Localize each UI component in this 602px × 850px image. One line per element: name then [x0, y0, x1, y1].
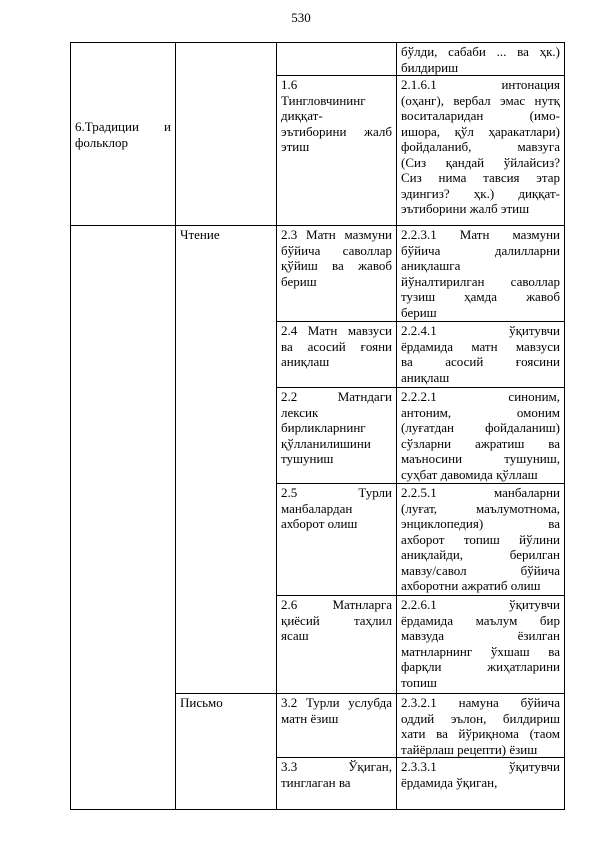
cell-text-line: бўлди, сабаби ... ва ҳк.) [401, 44, 560, 59]
cell-text-line: 2.2.4.1 ўқитувчи [401, 323, 560, 338]
cell-text-line: аниқлаш [401, 369, 450, 385]
cell-text-line: 2.2.5.1 манбаларни [401, 485, 560, 500]
table-row [71, 226, 565, 322]
cell-text-line: қиёсий таҳлил [281, 612, 392, 628]
cell-text-line: бўйича далилларни [401, 242, 560, 258]
cell-text-line: 6.Традиции и [75, 119, 171, 134]
cell-text-line: фойдаланиб, мавзуга [401, 139, 560, 154]
cell-text-line: 2.5 Турли [281, 485, 392, 500]
cell-text-line: эдингиз? ҳк.) диққат- [401, 185, 560, 201]
cell-text-line: тинглаган ва [281, 774, 351, 790]
cell-text-line: аниқлаш [281, 354, 330, 369]
cell-text-line: бериш [281, 273, 317, 289]
cell-text-line: этиш [281, 139, 310, 154]
cell-text-line: суҳбат давомида қўллаш [401, 466, 538, 482]
cell-text-line: тушуниш [281, 451, 334, 466]
cell-text-line: бирликларнинг [281, 420, 366, 435]
activity-cell [176, 43, 277, 226]
cell-text-line: манбалардан [281, 500, 353, 516]
cell-text-line: 2.3.3.1 ўқитувчи [401, 759, 560, 774]
page-number: 530 [291, 10, 311, 25]
cell-text-line: ёрдамида маълум бир [401, 612, 560, 628]
cell-text-line: Сиз нима тавсия этар [401, 170, 560, 185]
cell-text-line: ахборот олиш [281, 516, 358, 531]
activity-cell: Письмо [176, 694, 277, 810]
cell-text-line: Тингловчининг [281, 92, 366, 108]
cell-text-line: 3.2 Турли услубда [281, 695, 392, 710]
cell-text-line: тузиш ҳамда жавоб [401, 289, 560, 304]
cell-text-line: лексик [281, 404, 319, 420]
cell-text-line: билдириш [401, 59, 459, 75]
cell-text-line: 2.6 Матнларга [281, 597, 392, 612]
description-cell [397, 388, 565, 484]
cell-text-line: 2.4 Матн мавзуси [281, 323, 392, 338]
cell-text-line: антоним, омоним [401, 404, 560, 420]
topic-cell [71, 43, 176, 226]
cell-text-line: 2.2 Матндаги [281, 389, 392, 404]
cell-text-line: ишора, қўл ҳаракатлари) [401, 123, 560, 139]
cell-text-line: топиш [401, 674, 437, 690]
description-cell [397, 43, 565, 76]
cell-text-line: мавзу/савол бўйича [401, 562, 560, 578]
skill-cell [277, 484, 397, 596]
cell-text-line: ёрдамида матн мавзуси [401, 338, 560, 354]
cell-text-line: (Сиз қандай ўйлайсиз? [401, 154, 560, 170]
cell-text-line: ва асосий ғояни [281, 338, 392, 354]
cell-text-line: қўйиш ва жавоб [281, 258, 392, 273]
cell-text-line: қўлланилишини [281, 435, 371, 451]
table-body [71, 43, 565, 810]
cell-text-line: бериш [401, 304, 437, 320]
description-cell [397, 596, 565, 694]
cell-text-line: диққат- [281, 108, 323, 123]
cell-text-line: ва асосий ғоясини [401, 354, 560, 369]
topic-cell-empty [71, 226, 176, 810]
skill-cell [277, 758, 397, 810]
cell-text-line: 2.3 Матн мазмуни [281, 227, 392, 242]
cell-text-line: воситаларидан (имо- [401, 108, 560, 123]
cell-text-line: бўйича саволлар [281, 242, 392, 258]
cell-text-line: матн ёзиш [281, 710, 339, 726]
description-cell [397, 226, 565, 322]
cell-text-line: фольклор [75, 134, 128, 150]
description-cell [397, 322, 565, 388]
skill-cell [277, 596, 397, 694]
cell-text-line: эътиборини жалб этиш [401, 201, 530, 216]
skill-cell [277, 76, 397, 226]
description-cell [397, 694, 565, 758]
cell-text-line: фарқли жиҳатларини [401, 659, 560, 674]
cell-text-line: аниқлашга [401, 258, 461, 273]
cell-text-line: сўзларни ажратиш ва [401, 435, 560, 451]
description-cell [397, 484, 565, 596]
skill-cell [277, 388, 397, 484]
cell-text-line: 2.1.6.1 интонация [401, 77, 560, 92]
cell-text-line: матнларнинг ўхшаш ва [401, 643, 560, 659]
cell-text-line: 3.3 Ўқиган, [281, 759, 392, 774]
cell-text-line: йўналтирилган саволлар [401, 273, 560, 289]
cell-text-line: тайёрлаш рецепти) ёзиш [401, 741, 538, 757]
cell-text-line: 2.2.2.1 синоним, [401, 389, 560, 404]
description-cell [397, 76, 565, 226]
cell-text-line: 2.3.2.1 намуна бўйича [401, 695, 560, 710]
skill-cell [277, 322, 397, 388]
cell-text-line: хати ва йўриқнома (таом [401, 726, 560, 741]
cell-text-line: аниқлайди, берилган [401, 547, 560, 562]
cell-text-line: ахборотни ажратиб олиш [401, 578, 541, 593]
activity-cell: Чтение [176, 226, 277, 694]
cell-text-line: оддий эълон, билдириш [401, 710, 560, 726]
cell-text-line: 2.2.3.1 Матн мазмуни [401, 227, 560, 242]
skill-cell [277, 43, 397, 76]
cell-text-line: энциклопедия) ва [401, 516, 560, 531]
cell-text-line: ясаш [281, 628, 309, 643]
cell-text-line: 2.2.6.1 ўқитувчи [401, 597, 560, 612]
skill-cell [277, 226, 397, 322]
cell-text-line: ёрдамида ўқиган, [401, 774, 498, 790]
cell-text-line: мавзуда ёзилган [401, 628, 560, 643]
table-row [71, 43, 565, 76]
cell-text-line: эътиборини жалб [281, 123, 392, 139]
cell-text-line: (оҳанг), вербал эмас нутқ [401, 92, 560, 108]
cell-text-line: (луғатдан фойдаланиш) [401, 420, 560, 435]
cell-text-line: 1.6 [281, 77, 298, 92]
skill-cell [277, 694, 397, 758]
cell-text-line: ахборот топиш йўлини [401, 531, 560, 547]
cell-text-line: маъносини тушуниш, [401, 451, 560, 466]
curriculum-table [70, 42, 565, 810]
description-cell [397, 758, 565, 810]
cell-text-line: (луғат, маълумотнома, [401, 500, 560, 516]
